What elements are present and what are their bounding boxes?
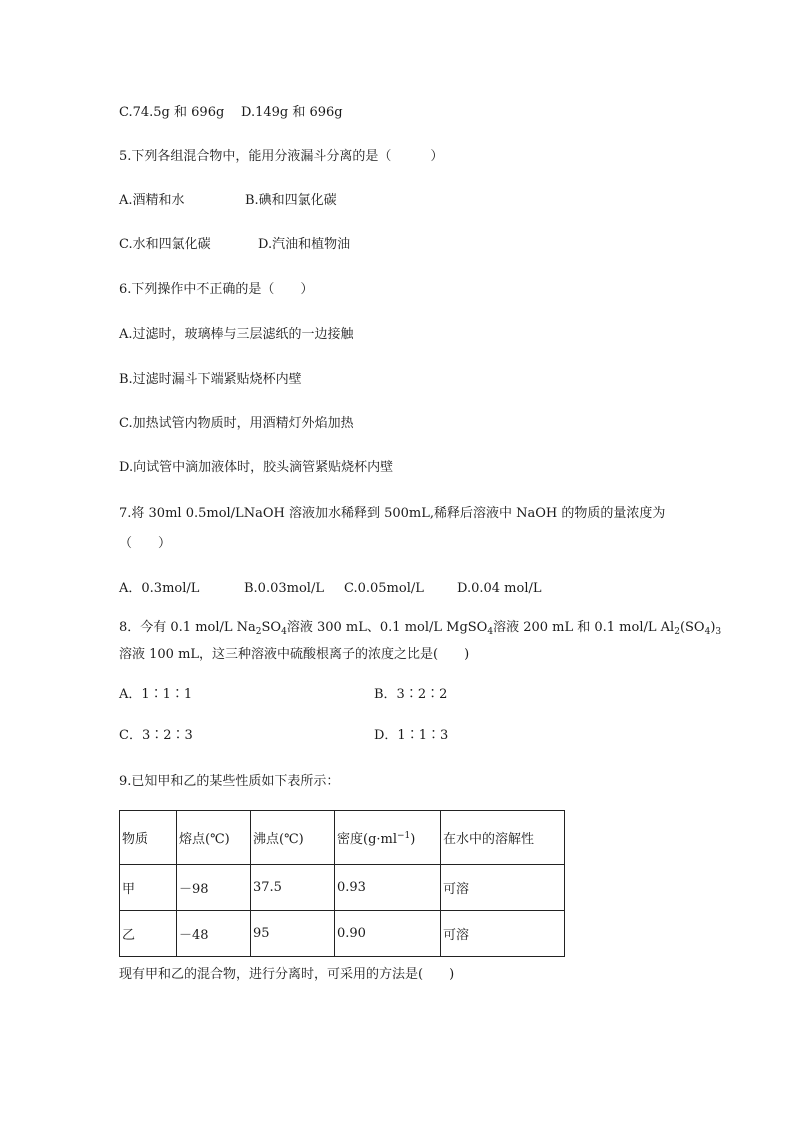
table-row xyxy=(120,911,565,957)
q9-stem: 9.已知甲和乙的某些性质如下表所示： xyxy=(119,774,340,789)
table-header-row xyxy=(120,811,565,865)
q6-option-c: C.加热试管内物质时，用酒精灯外焰加热 xyxy=(119,416,354,431)
cell-substance: 乙 xyxy=(120,911,177,957)
cell-melting-point: －98 xyxy=(177,865,251,911)
q8-option-c: C．3∶2∶3 xyxy=(119,728,193,743)
header-melting-point: 熔点(℃) xyxy=(177,811,251,865)
header-boiling-point: 沸点(℃) xyxy=(251,811,335,865)
cell-boiling-point: 37.5 xyxy=(251,865,335,911)
q4-option-c: C.74.5g 和 696g xyxy=(119,105,225,120)
cell-boiling-point: 95 xyxy=(251,911,335,957)
table-row xyxy=(120,865,565,911)
cell-melting-point: －48 xyxy=(177,911,251,957)
q7-answer-parens: （ ） xyxy=(119,536,172,551)
header-density: 密度$(g\cdot ml^{-1})$ xyxy=(335,811,441,865)
header-substance: 物质 xyxy=(120,811,177,865)
q7-option-b: B.0.03mol/L xyxy=(244,581,324,596)
q8-option-a: A．1∶1∶1 xyxy=(119,687,193,702)
q7-option-a: A．0.3mol/L xyxy=(119,581,200,596)
q8-option-b: B．3∶2∶2 xyxy=(374,687,448,702)
cell-solubility: 可溶 xyxy=(441,911,565,957)
q6-stem: 6.下列操作中不正确的是（ ） xyxy=(119,282,314,297)
cell-substance: 甲 xyxy=(120,865,177,911)
q8-option-d: D．1∶1∶3 xyxy=(374,728,449,743)
cell-density: 0.93 xyxy=(335,865,441,911)
q7-option-c: C.0.05mol/L xyxy=(344,581,424,596)
q5-stem: 5.下列各组混合物中，能用分液漏斗分离的是（ ） xyxy=(119,149,444,164)
cell-density: 0.90 xyxy=(335,911,441,957)
q7-option-d: D.0.04 mol/L xyxy=(457,581,542,596)
q5-option-c: C.水和四氯化碳 xyxy=(119,237,211,252)
q5-option-d: D.汽油和植物油 xyxy=(258,237,351,252)
q8-stem-line2: 溶液 100 mL，这三种溶液中硫酸根离子的浓度之比是( ) xyxy=(119,647,470,662)
q4-option-d: D.149g 和 696g xyxy=(241,105,343,120)
cell-solubility: 可溶 xyxy=(441,865,565,911)
q7-stem: 7.将 30ml 0.5mol/LNaOH 溶液加水稀释到 500mL,稀释后溶液中 NaOH 的物质的量浓度为 xyxy=(119,506,666,521)
q6-option-b: B.过滤时漏斗下端紧贴烧杯内壁 xyxy=(119,372,302,387)
q5-option-b: B.碘和四氯化碳 xyxy=(245,193,337,208)
q6-option-a: A.过滤时，玻璃棒与三层滤纸的一边接触 xyxy=(119,327,354,342)
header-solubility: 在水中的溶解性 xyxy=(441,811,565,865)
q8-stem-line1: 8．今有 0.1 mol/L $Na_2SO_4$溶液 300 mL、0.1 mol/L MgSO$_4$溶液 200 mL 和 0.1 mol/L $Al_2(SO_4)_3$ xyxy=(119,620,722,637)
q9-followup: 现有甲和乙的混合物，进行分离时，可采用的方法是( ) xyxy=(119,967,455,982)
properties-table xyxy=(119,810,565,957)
q5-option-a: A.酒精和水 xyxy=(119,193,185,208)
q6-option-d: D.向试管中滴加液体时，胶头滴管紧贴烧杯内壁 xyxy=(119,460,394,475)
